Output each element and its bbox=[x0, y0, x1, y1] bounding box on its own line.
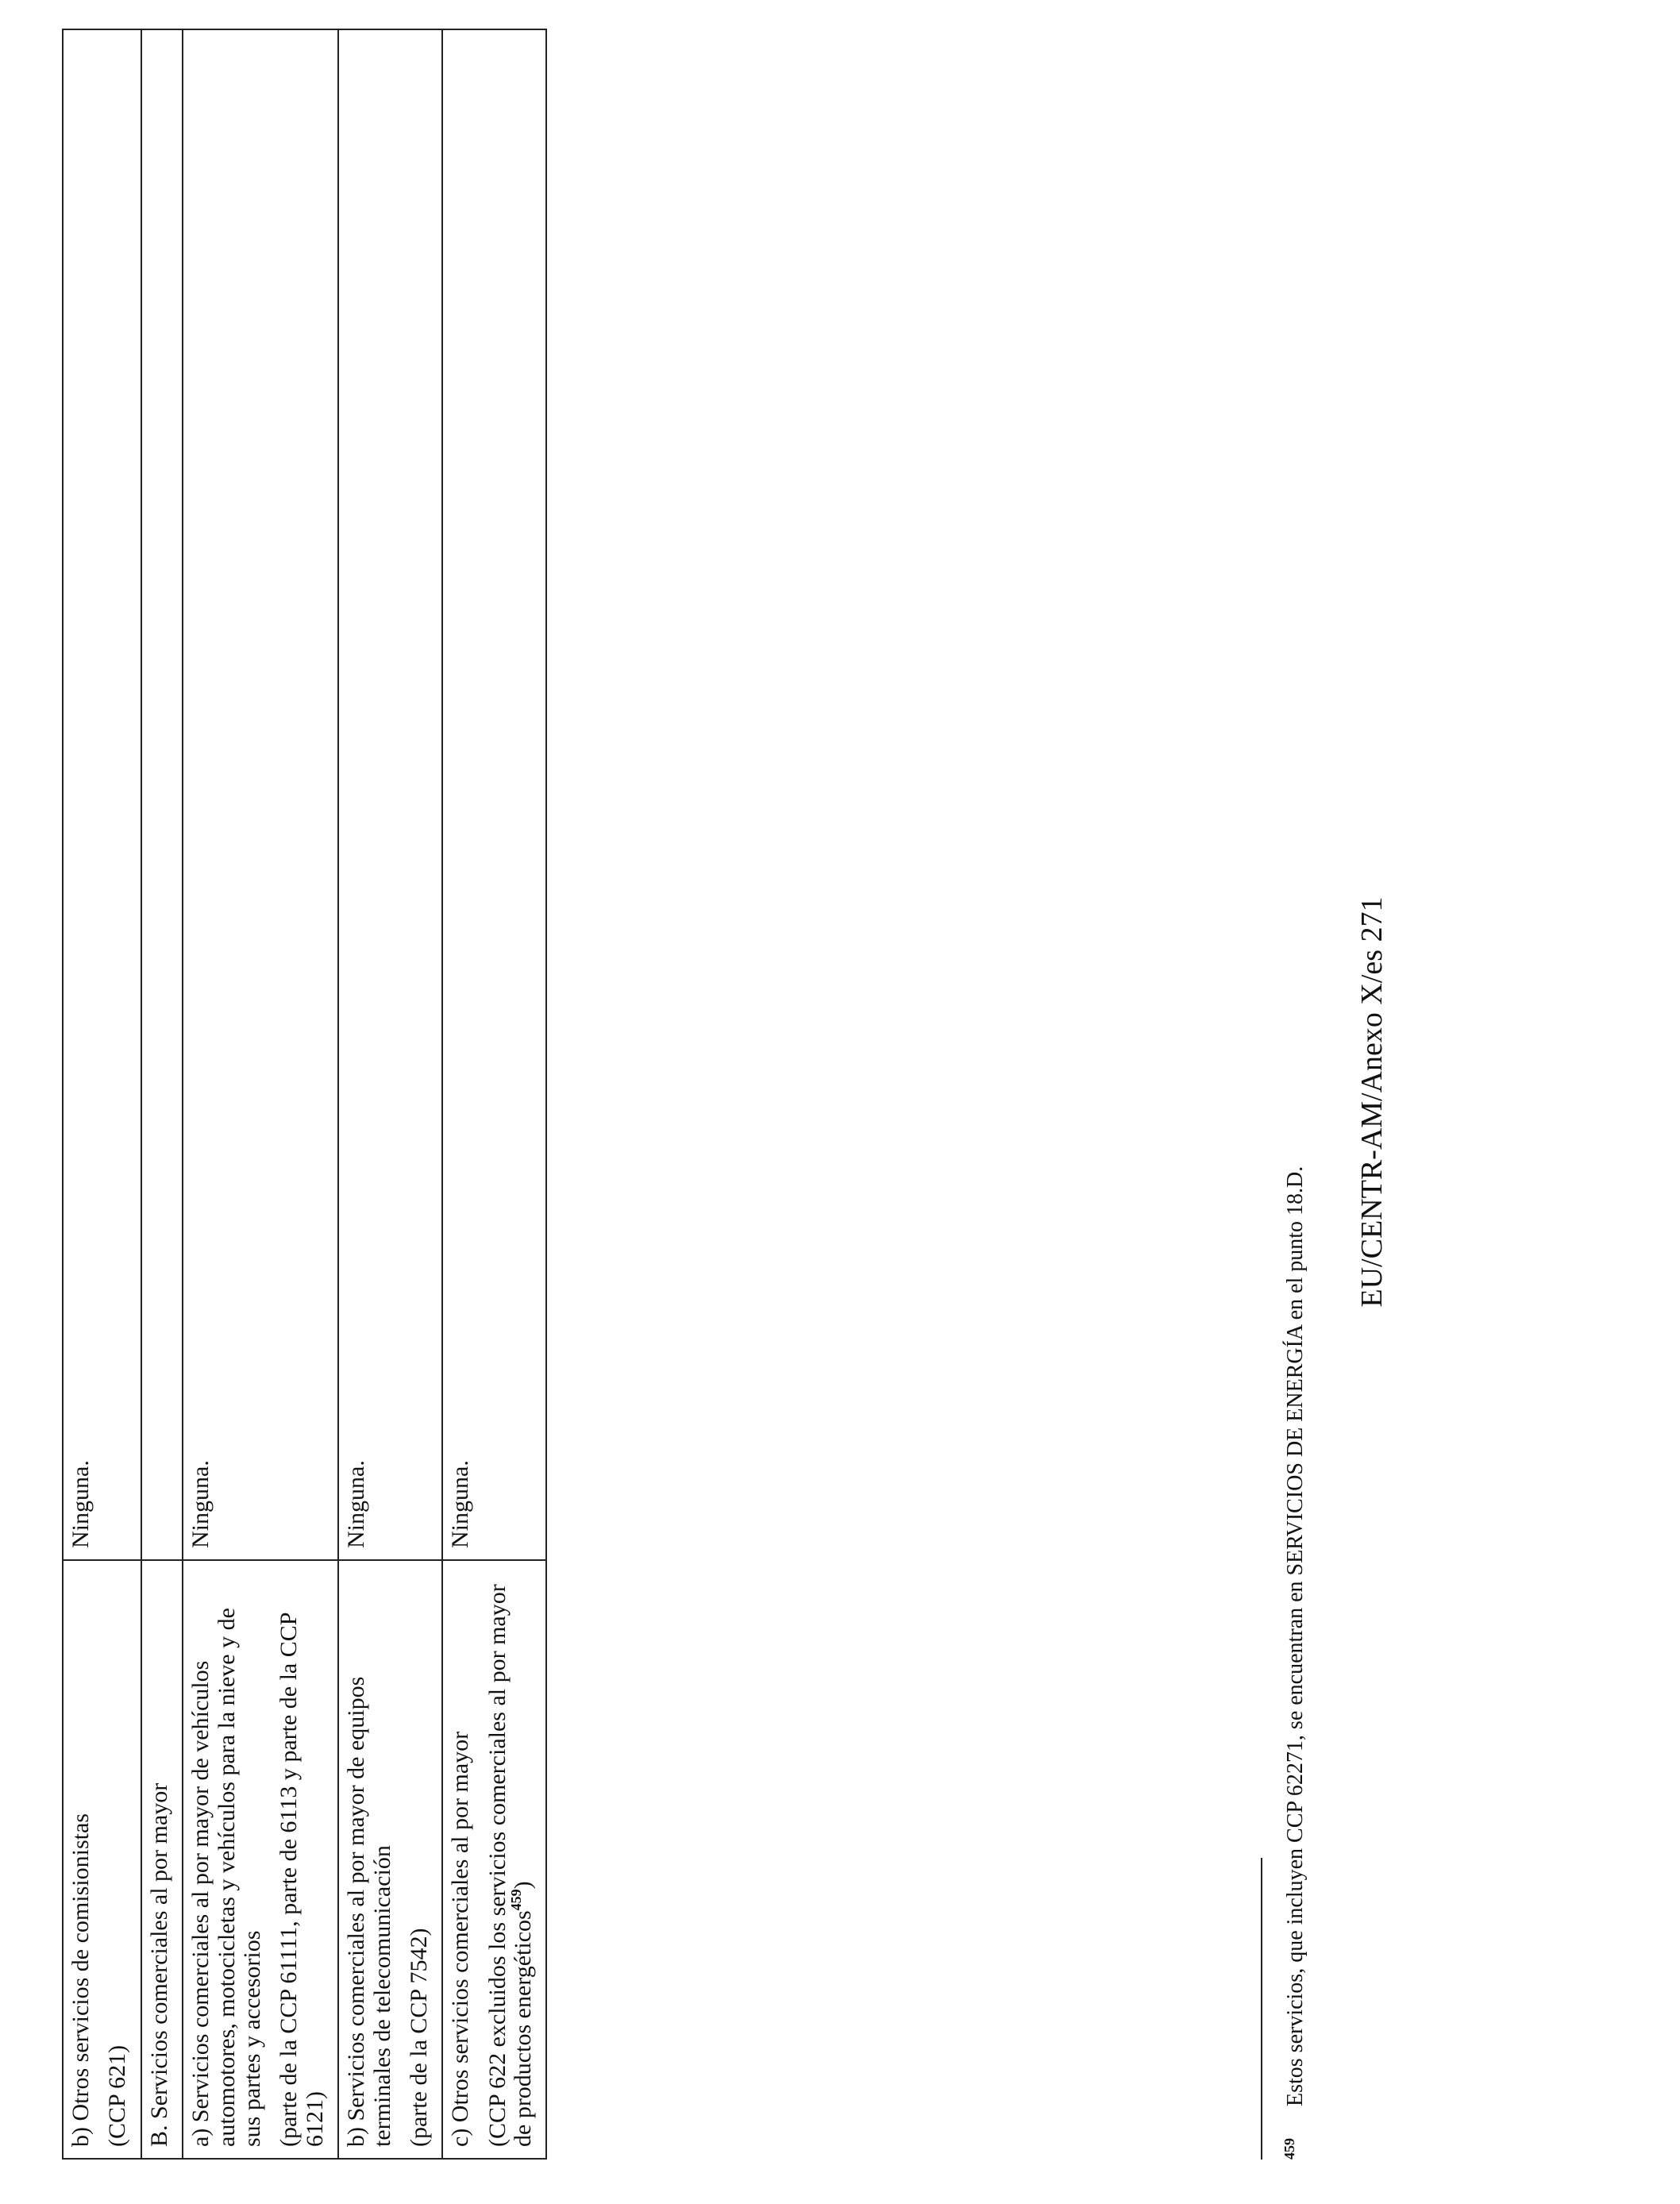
sector-code: (parte de la CCP 61111, parte de 6113 y parte de la CCP 6121) bbox=[276, 1613, 328, 2147]
reservation-text: Ninguna. bbox=[343, 1460, 370, 1548]
table-row bbox=[63, 29, 141, 2159]
reservation-text: Ninguna. bbox=[187, 1460, 214, 1548]
footnote-reference[interactable]: 459 bbox=[508, 1889, 525, 1911]
sector-cell bbox=[183, 1560, 338, 2159]
table-row bbox=[442, 29, 546, 2159]
sector-code: (CCP 621) bbox=[104, 2044, 131, 2147]
footnote-number: 459 bbox=[1281, 2138, 1297, 2160]
sector-cell bbox=[338, 1560, 442, 2159]
sector-cell bbox=[63, 1560, 141, 2159]
reservation-cell bbox=[183, 29, 338, 1560]
reservation-cell bbox=[442, 29, 546, 1560]
sector-code-close: ) bbox=[510, 1881, 537, 1890]
table-row bbox=[338, 29, 442, 2159]
footnote-divider bbox=[1261, 1858, 1262, 2160]
reservation-cell bbox=[63, 29, 141, 1560]
sector-code-text: (CCP 622 excluidos los servicios comerciales al por mayor de productos energéticos bbox=[484, 1584, 537, 2147]
page-identifier: EU/CENTR-AM/Anexo X/es 271 bbox=[1355, 896, 1389, 1308]
reservation-cell bbox=[338, 29, 442, 1560]
sector-text: c) Otros servicios comerciales al por mayor bbox=[447, 1731, 474, 2147]
annex-table bbox=[62, 29, 547, 2160]
table-section-row bbox=[141, 29, 183, 2159]
reservation-text: Ninguna. bbox=[67, 1460, 94, 1548]
sector-cell bbox=[442, 1560, 546, 2159]
footnote-text: Estos servicios, que incluyen CCP 62271, se encuentran en SERVICIOS DE ENERGÍA en el punto 18.D. bbox=[1283, 1166, 1308, 2106]
sector-text: a) Servicios comerciales al por mayor de vehículos automotores, motocicletas y vehículos para la nieve y de sus partes y accesorios bbox=[187, 1608, 265, 2147]
section-heading-cell bbox=[141, 1560, 183, 2159]
table-row bbox=[183, 29, 338, 2159]
sector-code: (parte de la CCP 7542) bbox=[405, 1928, 432, 2147]
reservation-text: Ninguna. bbox=[447, 1460, 474, 1548]
sector-code bbox=[485, 1572, 537, 2147]
sector-text: b) Otros servicios de comisionistas bbox=[67, 1813, 94, 2147]
empty-cell bbox=[141, 29, 183, 1560]
footnote bbox=[1281, 1166, 1308, 2160]
section-heading: B. Servicios comerciales al por mayor bbox=[145, 1782, 172, 2147]
sector-text: b) Servicios comerciales al por mayor de equipos terminales de telecomunicación bbox=[343, 1676, 395, 2147]
